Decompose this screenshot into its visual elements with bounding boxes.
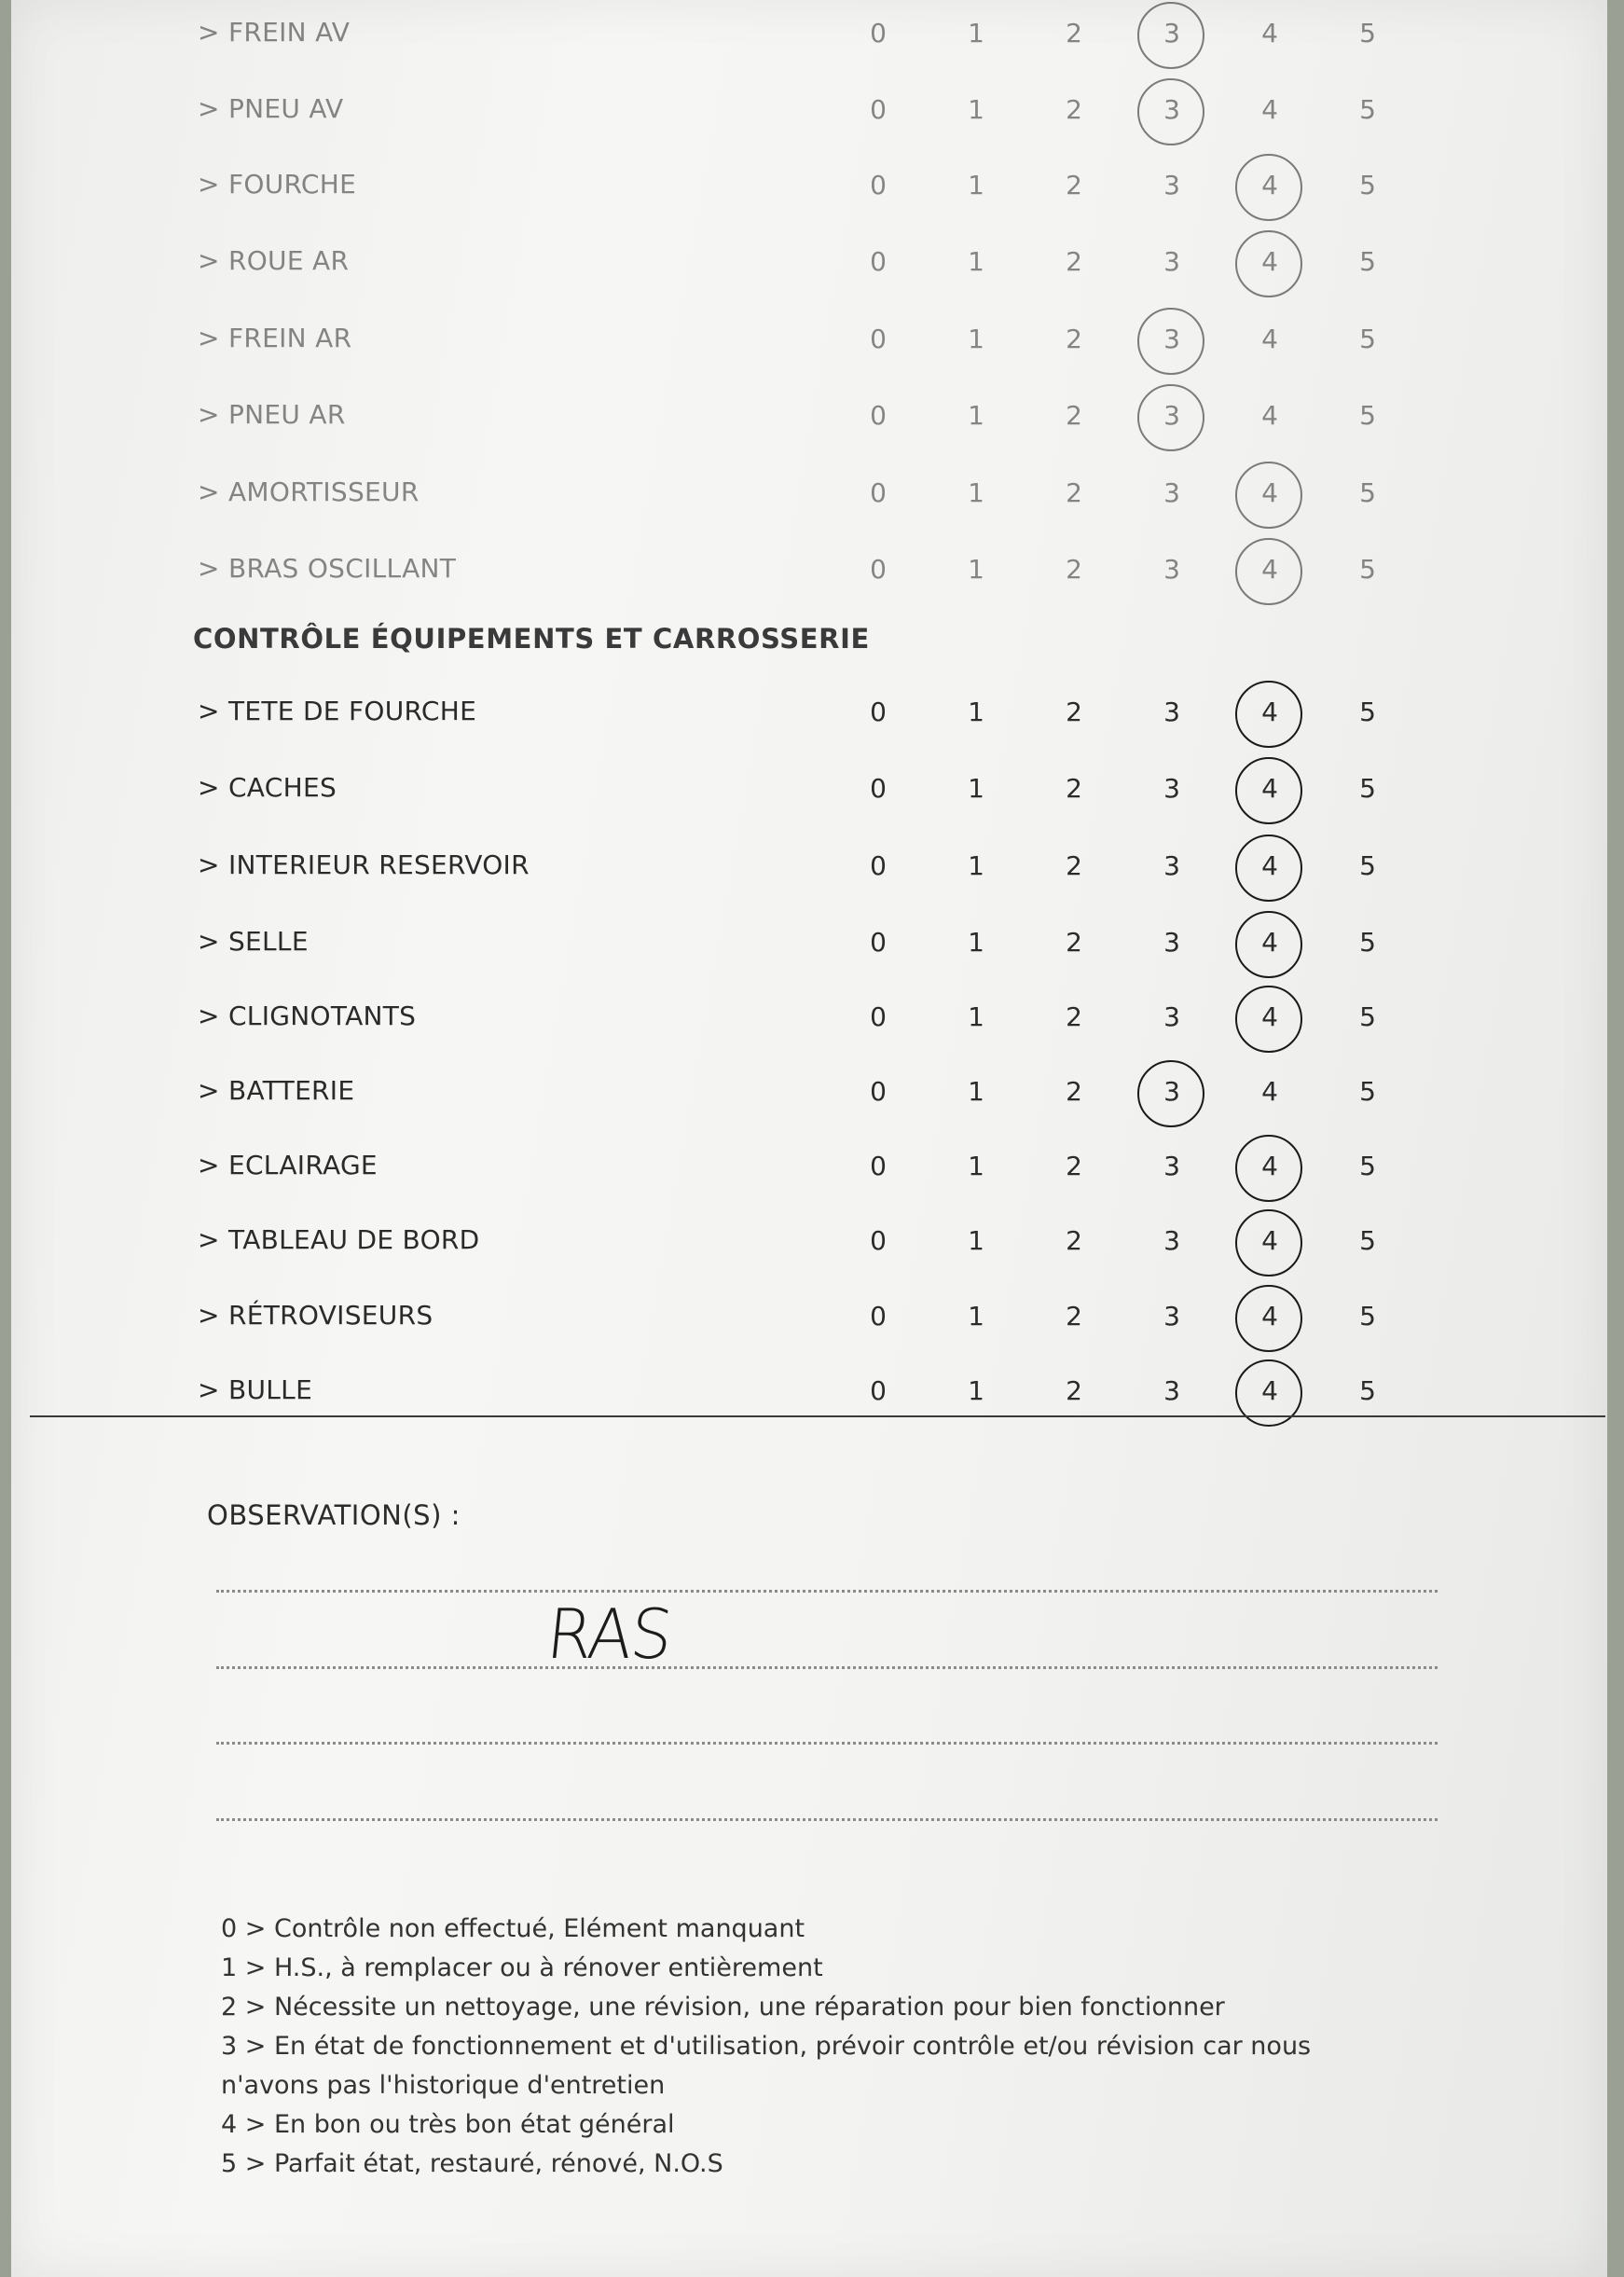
score-option[interactable]: 1 [968,1375,984,1406]
score-option[interactable]: 5 [1359,94,1376,125]
score-option[interactable]: 0 [870,927,887,958]
score-option[interactable]: 2 [1066,400,1082,431]
row-label: > INTERIEUR RESERVOIR [198,849,530,880]
rating-row [11,765,1607,821]
score-option[interactable]: 3 [1163,1001,1180,1032]
observation-line [216,1590,1438,1593]
score-option[interactable]: 2 [1066,554,1082,585]
legend-line: 5 > Parfait état, restauré, rénové, N.O.S [221,2149,723,2178]
legend-line: 0 > Contrôle non effectué, Elément manquant [221,1914,805,1943]
score-option[interactable]: 5 [1359,850,1376,881]
row-label: > TETE DE FOURCHE [198,696,477,726]
score-option-selected[interactable]: 4 [1237,920,1302,965]
score-option[interactable]: 4 [1261,1076,1278,1107]
observation-label: OBSERVATION(S) : [207,1499,461,1531]
score-option[interactable]: 2 [1066,18,1082,48]
score-option[interactable]: 3 [1163,1225,1180,1256]
score-legend [221,1910,1470,2184]
row-label: > BATTERIE [198,1075,355,1106]
score-option[interactable]: 5 [1359,170,1376,200]
section-title: CONTRÔLE ÉQUIPEMENTS ET CARROSSERIE [193,623,870,655]
score-option-selected[interactable]: 4 [1237,163,1302,208]
score-option[interactable]: 1 [968,94,984,125]
score-option[interactable]: 3 [1163,246,1180,277]
score-option-selected[interactable]: 4 [1237,766,1302,811]
score-option-selected[interactable]: 4 [1237,1144,1302,1189]
score-option[interactable]: 0 [870,697,887,727]
rating-row [11,238,1607,294]
score-option[interactable]: 5 [1359,246,1376,277]
score-option-selected[interactable]: 3 [1139,317,1204,362]
score-option[interactable]: 1 [968,1001,984,1032]
row-label: > RÉTROVISEURS [198,1300,434,1331]
score-option[interactable]: 3 [1163,697,1180,727]
row-label: > CLIGNOTANTS [198,1000,417,1031]
score-option[interactable]: 0 [870,554,887,585]
rating-row [11,1068,1607,1124]
score-option-selected[interactable]: 4 [1237,995,1302,1040]
score-option[interactable]: 1 [968,1076,984,1107]
legend-line: 3 > En état de fonctionnement et d'utilisation, prévoir contrôle et/ou révision car nous [221,2032,1312,2061]
score-option[interactable]: 5 [1359,554,1376,585]
legend-line: 1 > H.S., à remplacer ou à rénover entièrement [221,1953,823,1982]
rating-row [11,469,1607,525]
score-option[interactable]: 1 [968,554,984,585]
row-label: > BRAS OSCILLANT [198,553,457,584]
score-option[interactable]: 5 [1359,18,1376,48]
score-option[interactable]: 0 [870,850,887,881]
score-option-selected[interactable]: 4 [1237,547,1302,592]
score-option[interactable]: 0 [870,773,887,804]
score-option[interactable]: 3 [1163,1375,1180,1406]
score-option[interactable]: 2 [1066,850,1082,881]
score-option[interactable]: 3 [1163,170,1180,200]
score-option[interactable]: 2 [1066,697,1082,727]
rating-row [11,1292,1607,1348]
score-option[interactable]: 5 [1359,324,1376,354]
legend-line: 4 > En bon ou très bon état général [221,2110,675,2139]
score-option-selected[interactable]: 3 [1139,1070,1204,1114]
score-option-selected[interactable]: 3 [1139,393,1204,438]
row-label: > AMORTISSEUR [198,476,420,507]
rating-row [11,86,1607,142]
row-label: > FREIN AV [198,17,351,48]
score-option[interactable]: 2 [1066,246,1082,277]
score-option[interactable]: 5 [1359,1076,1376,1107]
row-label: > FREIN AR [198,323,352,353]
row-label: > SELLE [198,926,309,957]
table-bottom-rule [30,1415,1605,1417]
score-option[interactable]: 1 [968,850,984,881]
score-option[interactable]: 2 [1066,1301,1082,1332]
score-option[interactable]: 3 [1163,477,1180,508]
score-option[interactable]: 1 [968,324,984,354]
rating-row [11,161,1607,217]
score-option[interactable]: 4 [1261,400,1278,431]
score-option[interactable]: 1 [968,477,984,508]
rating-row [11,545,1607,601]
observation-line [216,1666,1438,1669]
rating-row [11,993,1607,1049]
score-option[interactable]: 5 [1359,477,1376,508]
observation-line [216,1818,1438,1821]
score-option[interactable]: 0 [870,246,887,277]
score-option[interactable]: 5 [1359,697,1376,727]
rating-row [11,842,1607,898]
score-option-selected[interactable]: 3 [1139,88,1204,132]
row-label: > ECLAIRAGE [198,1150,378,1180]
score-option[interactable]: 2 [1066,1076,1082,1107]
score-option[interactable]: 4 [1261,94,1278,125]
score-option-selected[interactable]: 4 [1237,1219,1302,1263]
rating-row [11,688,1607,744]
score-option[interactable]: 1 [968,927,984,958]
score-option-selected[interactable]: 4 [1237,471,1302,516]
score-option[interactable]: 2 [1066,324,1082,354]
score-option[interactable]: 0 [870,1076,887,1107]
rating-row [11,918,1607,974]
score-option[interactable]: 0 [870,94,887,125]
score-option[interactable]: 1 [968,1225,984,1256]
rating-row [11,9,1607,65]
score-option[interactable]: 3 [1163,850,1180,881]
score-option[interactable]: 0 [870,324,887,354]
legend-line: 2 > Nécessite un nettoyage, une révision, une réparation pour bien fonctionner [221,1993,1225,2022]
score-option[interactable]: 3 [1163,554,1180,585]
score-option[interactable]: 3 [1163,927,1180,958]
score-option[interactable]: 1 [968,18,984,48]
score-option[interactable]: 5 [1359,927,1376,958]
inspection-sheet [11,0,1607,2277]
row-label: > CACHES [198,772,337,803]
score-option[interactable]: 2 [1066,1375,1082,1406]
score-option[interactable]: 2 [1066,1001,1082,1032]
score-option[interactable]: 0 [870,1375,887,1406]
row-label: > ROUE AR [198,245,350,276]
rating-row [11,392,1607,448]
score-option-selected[interactable]: 4 [1237,1294,1302,1339]
score-option-selected[interactable]: 4 [1237,690,1302,735]
score-option[interactable]: 2 [1066,1225,1082,1256]
score-option[interactable]: 0 [870,477,887,508]
observation-handwriting: RAS [543,1594,675,1676]
score-option[interactable]: 0 [870,1001,887,1032]
score-option[interactable]: 1 [968,1151,984,1181]
observation-line [216,1742,1438,1745]
rating-row [11,315,1607,371]
score-option-selected[interactable]: 4 [1237,844,1302,889]
score-option[interactable]: 0 [870,1301,887,1332]
score-option[interactable]: 5 [1359,1225,1376,1256]
score-option[interactable]: 1 [968,697,984,727]
score-option[interactable]: 1 [968,400,984,431]
rating-row [11,1367,1607,1423]
score-option[interactable]: 1 [968,1301,984,1332]
row-label: > PNEU AR [198,399,346,430]
score-option[interactable]: 4 [1261,324,1278,354]
score-option[interactable]: 5 [1359,1001,1376,1032]
score-option[interactable]: 0 [870,400,887,431]
rating-row [11,1142,1607,1198]
score-option-selected[interactable]: 4 [1237,1369,1302,1414]
score-option[interactable]: 1 [968,773,984,804]
score-option[interactable]: 2 [1066,773,1082,804]
score-option[interactable]: 3 [1163,1151,1180,1181]
row-label: > FOURCHE [198,169,357,200]
score-option[interactable]: 1 [968,170,984,200]
score-option[interactable]: 2 [1066,477,1082,508]
score-option[interactable]: 2 [1066,1151,1082,1181]
row-label: > TABLEAU DE BORD [198,1224,480,1255]
score-option-selected[interactable]: 3 [1139,11,1204,56]
score-option[interactable]: 0 [870,1225,887,1256]
score-option[interactable]: 0 [870,170,887,200]
score-option[interactable]: 2 [1066,170,1082,200]
score-option[interactable]: 0 [870,1151,887,1181]
score-option[interactable]: 5 [1359,773,1376,804]
score-option[interactable]: 4 [1261,18,1278,48]
score-option[interactable]: 3 [1163,773,1180,804]
row-label: > BULLE [198,1374,313,1405]
score-option[interactable]: 0 [870,18,887,48]
score-option[interactable]: 5 [1359,1375,1376,1406]
row-label: > PNEU AV [198,93,344,124]
score-option[interactable]: 2 [1066,927,1082,958]
score-option[interactable]: 1 [968,246,984,277]
score-option[interactable]: 3 [1163,1301,1180,1332]
score-option[interactable]: 2 [1066,94,1082,125]
score-option[interactable]: 5 [1359,400,1376,431]
score-option-selected[interactable]: 4 [1237,240,1302,284]
score-option[interactable]: 5 [1359,1301,1376,1332]
rating-row [11,1217,1607,1273]
score-option[interactable]: 5 [1359,1151,1376,1181]
legend-line: n'avons pas l'historique d'entretien [221,2071,666,2100]
